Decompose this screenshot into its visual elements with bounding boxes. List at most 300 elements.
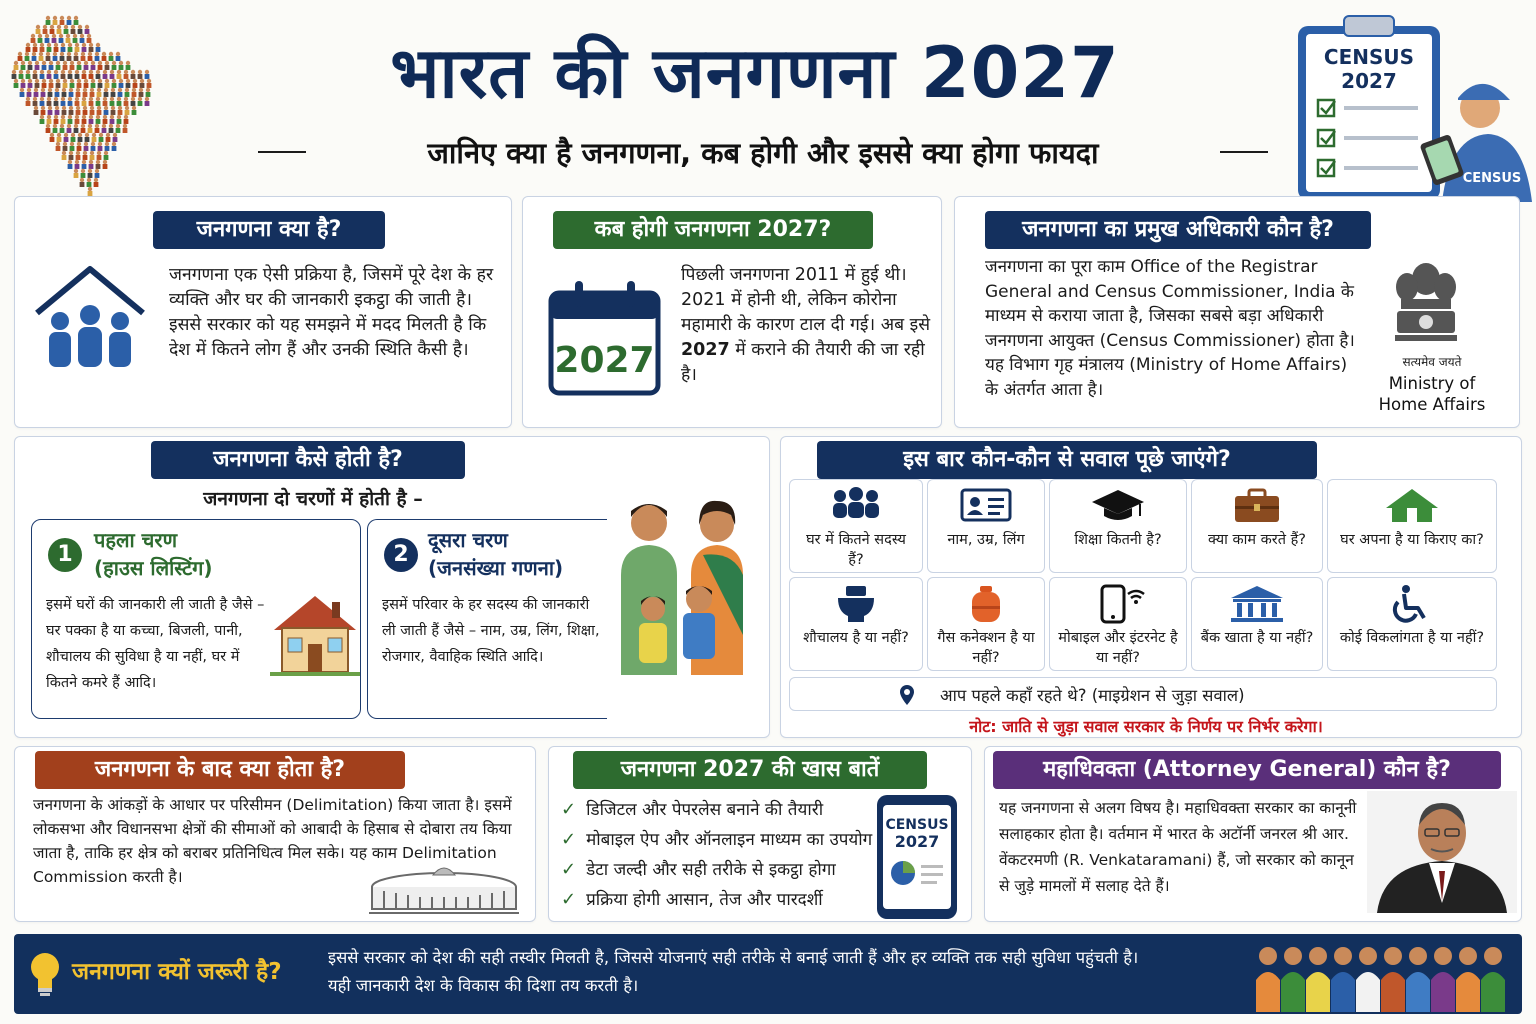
feature-item <box>561 795 883 825</box>
question-label: बैंक खाता है या नहीं? <box>1200 630 1314 646</box>
what-is-census-text: जनगणना एक ऐसी प्रक्रिया है, जिसमें पूरे देश के हर व्यक्ति और घर की जानकारी इकट्ठा की जाती है। इससे सरकार को यह समझने में मदद मिलती है कि देश में कितने लोग हैं और उनकी स्थिति कैसी है। <box>169 265 494 360</box>
crowd-person-body <box>117 74 122 79</box>
crowd-person-head <box>14 61 18 65</box>
crowd-person-head <box>76 151 80 155</box>
crowd-person-body <box>34 92 39 97</box>
bank-icon <box>1229 584 1285 624</box>
check-icon: ✓ <box>561 829 577 850</box>
crowd-person-body <box>97 92 102 97</box>
crowd-person-head <box>80 34 84 38</box>
crowd-person-body <box>103 119 108 124</box>
crowd-person-body <box>48 110 53 115</box>
crowd-person-head <box>61 70 65 74</box>
crowd-person-body <box>138 74 143 79</box>
crowd-person-body <box>47 74 52 79</box>
phase-1-title: पहला चरण <box>94 528 178 552</box>
crowd-person-head <box>126 79 130 83</box>
crowd-person-head <box>54 70 58 74</box>
crowd-person-body <box>87 38 92 43</box>
crowd-person-head <box>60 124 64 128</box>
crowd-person-head <box>53 52 57 56</box>
feature-text: मोबाइल ऐप और ऑनलाइन माध्यम का उपयोग <box>586 830 873 850</box>
citizen-head <box>1309 947 1327 965</box>
gas-cylinder-icon <box>958 584 1014 624</box>
crowd-person-head <box>68 43 72 47</box>
crowd-person-head <box>90 88 94 92</box>
crowd-person-head <box>80 178 84 182</box>
crowd-person-body <box>34 110 39 115</box>
crowd-person-body <box>57 137 62 142</box>
crowd-person-head <box>67 124 71 128</box>
crowd-person-body <box>48 92 53 97</box>
crowd-person-body <box>117 101 122 106</box>
crowd-person-body <box>105 146 110 151</box>
crowd-person-body <box>68 119 73 124</box>
when-text-year: 2027 <box>681 340 730 360</box>
crowd-person-body <box>78 137 83 142</box>
when-census-title: कब होगी जनगणना 2027? <box>553 211 873 249</box>
crowd-person-head <box>77 61 81 65</box>
crowd-person-head <box>49 61 53 65</box>
crowd-person-head <box>97 106 101 110</box>
crowd-person-body <box>54 47 59 52</box>
crowd-person-body <box>113 137 118 142</box>
feature-text: डिजिटल और पेपरलेस बनाने की तैयारी <box>586 800 824 820</box>
phase-1-subtitle: (हाउस लिस्टिंग) <box>94 556 213 580</box>
crowd-person-head <box>45 34 49 38</box>
crowd-person-body <box>33 47 38 52</box>
crowd-person-body <box>21 65 26 70</box>
crowd-person-body <box>138 101 143 106</box>
after-census-card <box>14 746 536 922</box>
question-item <box>1049 577 1187 671</box>
crowd-person-body <box>60 56 65 61</box>
crowd-person-head <box>83 151 87 155</box>
crowd-person-head <box>95 52 99 56</box>
crowd-person-head <box>75 97 79 101</box>
when-census-text <box>681 263 931 388</box>
crowd-person-head <box>57 25 61 29</box>
citizen-body <box>1481 972 1505 1012</box>
crowd-person-body <box>104 110 109 115</box>
citizen-head <box>1409 947 1427 965</box>
crowd-person-body <box>52 38 57 43</box>
crowd-person-head <box>85 133 89 137</box>
crowd-person-body <box>47 101 52 106</box>
crowd-person-head <box>88 169 92 173</box>
question-label: शौचालय है या नहीं? <box>803 630 909 646</box>
calendar-icon <box>547 277 662 397</box>
crowd-person-head <box>74 16 78 20</box>
crowd-person-head <box>66 34 70 38</box>
crowd-person-head <box>42 79 46 83</box>
lightbulb-icon <box>28 950 62 998</box>
crowd-person-body <box>98 65 103 70</box>
crowd-person-head <box>12 70 16 74</box>
crowd-person-body <box>28 83 33 88</box>
crowd-person-body <box>67 128 72 133</box>
crowd-person-body <box>111 92 116 97</box>
citizen-body <box>1356 972 1380 1012</box>
crowd-person-head <box>83 88 87 92</box>
question-item <box>927 479 1045 573</box>
crowd-person-body <box>56 146 61 151</box>
crowd-person-body <box>75 119 80 124</box>
citizen-body <box>1331 972 1355 1012</box>
crowd-person-body <box>85 137 90 142</box>
crowd-person-body <box>40 47 45 52</box>
why-census-line-2: यही जानकारी देश के विकास की दिशा तय करती है। <box>328 976 639 995</box>
crowd-person-head <box>77 79 81 83</box>
crowd-person-body <box>104 92 109 97</box>
crowd-person-body <box>26 47 31 52</box>
crowd-person-head <box>103 160 107 164</box>
clipboard-label-1: CENSUS <box>1323 45 1415 69</box>
crowd-person-head <box>82 43 86 47</box>
crowd-person-head <box>111 106 115 110</box>
questions-card <box>780 436 1522 738</box>
crowd-person-head <box>112 79 116 83</box>
crowd-person-body <box>125 92 130 97</box>
citizen-body <box>1306 972 1330 1012</box>
crowd-person-head <box>46 124 50 128</box>
crowd-person-body <box>59 38 64 43</box>
crowd-person-body <box>74 20 79 25</box>
crowd-person-body <box>91 65 96 70</box>
crowd-person-head <box>104 151 108 155</box>
crowd-person-body <box>84 65 89 70</box>
crowd-person-head <box>132 88 136 92</box>
crowd-person-body <box>87 182 92 187</box>
crowd-person-head <box>133 79 137 83</box>
citizen-head <box>1434 947 1452 965</box>
crowd-person-body <box>40 101 45 106</box>
question-item <box>1049 479 1187 573</box>
crowd-person-head <box>118 88 122 92</box>
crowd-person-body <box>119 83 124 88</box>
crowd-person-body <box>54 74 59 79</box>
crowd-person-body <box>57 29 62 34</box>
crowd-person-body <box>118 110 123 115</box>
feature-item <box>561 885 883 915</box>
crowd-person-body <box>109 128 114 133</box>
crowd-person-head <box>61 97 65 101</box>
parliament-building-icon <box>369 857 519 917</box>
crowd-person-body <box>96 101 101 106</box>
crowd-person-head <box>95 169 99 173</box>
citizen-body <box>1406 972 1430 1012</box>
crowd-person-head <box>61 115 65 119</box>
crowd-person-head <box>52 34 56 38</box>
crowd-person-body <box>126 83 131 88</box>
crowd-person-head <box>117 70 121 74</box>
crowd-person-head <box>125 88 129 92</box>
question-label: क्या काम करते हैं? <box>1207 532 1307 548</box>
citizen-head <box>1259 947 1277 965</box>
crowd-person-body <box>69 155 74 160</box>
crowd-person-body <box>109 56 114 61</box>
crowd-person-body <box>47 119 52 124</box>
crowd-person-body <box>12 74 17 79</box>
crowd-person-head <box>64 25 68 29</box>
how-census-intro: जनगणना दो चरणों में होती है – <box>203 488 423 510</box>
crowd-person-head <box>74 124 78 128</box>
crowd-person-head <box>75 43 79 47</box>
crowd-person-body <box>139 92 144 97</box>
crowd-person-body <box>82 164 87 169</box>
crowd-person-body <box>45 38 50 43</box>
crowd-person-head <box>73 34 77 38</box>
crowd-person-head <box>104 106 108 110</box>
question-item <box>789 577 923 671</box>
question-item <box>1327 479 1497 573</box>
crowd-person-body <box>21 83 26 88</box>
question-label: शिक्षा कितनी है? <box>1074 532 1162 548</box>
question-label: मोबाइल और इंटरनेट है या नहीं? <box>1058 630 1178 666</box>
crowd-person-head <box>91 61 95 65</box>
crowd-person-body <box>81 128 86 133</box>
census-officer-title: जनगणना का प्रमुख अधिकारी कौन है? <box>985 211 1371 249</box>
crowd-person-head <box>96 70 100 74</box>
crowd-person-head <box>40 97 44 101</box>
phase-1-heading <box>94 526 213 582</box>
census-badge: CENSUS <box>1462 171 1522 186</box>
crowd-person-body <box>74 56 79 61</box>
crowd-person-body <box>85 29 90 34</box>
crowd-person-body <box>125 110 130 115</box>
crowd-person-body <box>98 146 103 151</box>
crowd-person-body <box>53 56 58 61</box>
crowd-person-body <box>27 92 32 97</box>
attorney-general-title: महाधिवक्ता (Attorney General) कौन है? <box>993 751 1501 789</box>
crowd-person-head <box>47 97 51 101</box>
crowd-person-head <box>40 70 44 74</box>
crowd-person-head <box>89 70 93 74</box>
crowd-person-head <box>50 133 54 137</box>
crowd-person-body <box>61 101 66 106</box>
crowd-person-body <box>35 65 40 70</box>
crowd-person-body <box>112 83 117 88</box>
crowd-person-body <box>110 119 115 124</box>
crowd-person-head <box>96 43 100 47</box>
crowd-person-body <box>112 65 117 70</box>
crowd-person-body <box>18 56 23 61</box>
crowd-person-body <box>60 20 65 25</box>
crowd-person-head <box>42 61 46 65</box>
crowd-person-body <box>56 65 61 70</box>
crowd-person-head <box>53 124 57 128</box>
features-title: जनगणना 2027 की खास बातें <box>573 751 927 789</box>
crowd-person-body <box>80 38 85 43</box>
crowd-person-body <box>38 38 43 43</box>
crowd-person-body <box>64 29 69 34</box>
mobile-wifi-icon <box>1090 584 1146 624</box>
crowd-person-head <box>34 88 38 92</box>
feature-text: प्रक्रिया होगी आसान, तेज और पारदर्शी <box>586 890 823 910</box>
home-icon <box>1384 486 1440 526</box>
crowd-person-head <box>60 16 64 20</box>
crowd-person-head <box>56 61 60 65</box>
crowd-person-body <box>84 146 89 151</box>
question-item <box>1327 577 1497 671</box>
crowd-person-head <box>118 106 122 110</box>
crowd-person-head <box>88 187 92 191</box>
phase-2-heading <box>428 526 563 582</box>
crowd-person-body <box>105 83 110 88</box>
phase-2-box <box>367 519 607 719</box>
crowd-person-body <box>97 110 102 115</box>
crowd-person-head <box>62 151 66 155</box>
crowd-person-body <box>68 74 73 79</box>
crowd-person-body <box>75 164 80 169</box>
question-item <box>789 479 923 573</box>
crowd-person-head <box>50 25 54 29</box>
crowd-person-body <box>124 74 129 79</box>
crowd-person-head <box>33 97 37 101</box>
divider-right <box>1220 151 1268 153</box>
crowd-person-body <box>82 101 87 106</box>
crowd-person-head <box>84 61 88 65</box>
crowd-person-body <box>56 83 61 88</box>
crowd-person-body <box>95 173 100 178</box>
crowd-person-head <box>41 106 45 110</box>
crowd-person-head <box>81 169 85 173</box>
crowd-person-body <box>89 101 94 106</box>
crowd-person-head <box>28 61 32 65</box>
crowd-person-body <box>90 92 95 97</box>
crowd-person-head <box>76 106 80 110</box>
crowd-person-body <box>82 47 87 52</box>
crowd-person-head <box>82 160 86 164</box>
crowd-person-head <box>75 115 79 119</box>
crowd-person-body <box>14 65 19 70</box>
crowd-person-head <box>33 70 37 74</box>
crowd-person-body <box>46 56 51 61</box>
crowd-person-body <box>131 74 136 79</box>
id-card-icon <box>958 486 1014 526</box>
crowd-person-body <box>46 20 51 25</box>
crowd-person-head <box>126 61 130 65</box>
crowd-person-head <box>19 70 23 74</box>
what-is-census-card <box>14 196 512 428</box>
crowd-person-head <box>69 88 73 92</box>
crowd-person-body <box>106 137 111 142</box>
crowd-person-body <box>41 92 46 97</box>
crowd-person-head <box>97 88 101 92</box>
crowd-person-head <box>31 34 35 38</box>
crowd-person-head <box>54 97 58 101</box>
crowd-person-head <box>48 106 52 110</box>
crowd-person-head <box>98 79 102 83</box>
crowd-person-body <box>89 47 94 52</box>
wheelchair-icon <box>1384 584 1440 624</box>
family-icon <box>828 486 884 526</box>
crowd-person-head <box>110 115 114 119</box>
crowd-person-body <box>98 83 103 88</box>
emblem-motto: सत्यमेव जयते <box>1402 355 1462 369</box>
crowd-person-body <box>110 101 115 106</box>
crowd-person-head <box>69 106 73 110</box>
citizen-head <box>1484 947 1502 965</box>
crowd-person-body <box>117 119 122 124</box>
after-census-title: जनगणना के बाद क्या होता है? <box>35 751 405 789</box>
crowd-person-head <box>70 142 74 146</box>
crowd-person-head <box>35 61 39 65</box>
crowd-person-body <box>89 119 94 124</box>
crowd-person-body <box>119 65 124 70</box>
crowd-person-body <box>60 128 65 133</box>
crowd-person-head <box>55 106 59 110</box>
phase-2-title: दूसरा चरण <box>428 528 508 552</box>
crowd-person-head <box>110 97 114 101</box>
crowd-person-head <box>87 178 91 182</box>
crowd-person-body <box>74 173 79 178</box>
page-subtitle: जानिए क्या है जनगणना, कब होगी और इससे क्या होगा फायदा <box>427 135 1099 170</box>
crowd-person-body <box>55 110 60 115</box>
crowd-person-head <box>96 97 100 101</box>
crowd-person-head <box>89 115 93 119</box>
crowd-person-head <box>82 70 86 74</box>
crowd-person-head <box>32 52 36 56</box>
crowd-person-head <box>40 115 44 119</box>
ministry-line-2: Home Affairs <box>1378 395 1486 414</box>
crowd-person-head <box>109 124 113 128</box>
crowd-person-head <box>47 115 51 119</box>
crowd-person-body <box>103 101 108 106</box>
crowd-person-head <box>110 70 114 74</box>
crowd-person-head <box>78 25 82 29</box>
crowd-person-body <box>61 47 66 52</box>
crowd-person-body <box>89 164 94 169</box>
phone-label-1: CENSUS <box>885 817 949 833</box>
migration-question-text: आप पहले कहाँ रहते थे? (माइग्रेशन से जुड़ा सवाल) <box>940 686 1245 705</box>
crowd-person-body <box>88 56 93 61</box>
crowd-person-body <box>32 56 37 61</box>
migration-question <box>789 677 1497 711</box>
citizen-head <box>1334 947 1352 965</box>
census-clipboard-illustration <box>1292 12 1532 202</box>
crowd-person-body <box>91 146 96 151</box>
crowd-person-head <box>91 142 95 146</box>
crowd-person-head <box>96 160 100 164</box>
crowd-person-head <box>113 133 117 137</box>
crowd-person-head <box>95 124 99 128</box>
crowd-person-body <box>123 128 128 133</box>
crowd-person-body <box>33 74 38 79</box>
how-census-title: जनगणना कैसे होती है? <box>151 441 465 479</box>
crowd-person-body <box>70 146 75 151</box>
crowd-person-head <box>124 70 128 74</box>
crowd-person-body <box>94 182 99 187</box>
crowd-person-body <box>77 83 82 88</box>
crowd-person-head <box>102 124 106 128</box>
crowd-person-body <box>116 56 121 61</box>
crowd-person-body <box>70 65 75 70</box>
crowd-person-head <box>119 79 123 83</box>
crowd-person-head <box>35 79 39 83</box>
census-officer-card <box>954 196 1520 428</box>
how-census-card <box>14 436 770 738</box>
question-label: गैस कनेक्शन है या नहीं? <box>937 630 1035 666</box>
crowd-person-head <box>60 52 64 56</box>
crowd-person-body <box>103 164 108 169</box>
family-house-icon <box>33 263 148 373</box>
crowd-person-body <box>116 128 121 133</box>
crowd-person-head <box>40 43 44 47</box>
crowd-person-head <box>89 43 93 47</box>
crowd-person-head <box>116 124 120 128</box>
crowd-person-head <box>85 25 89 29</box>
